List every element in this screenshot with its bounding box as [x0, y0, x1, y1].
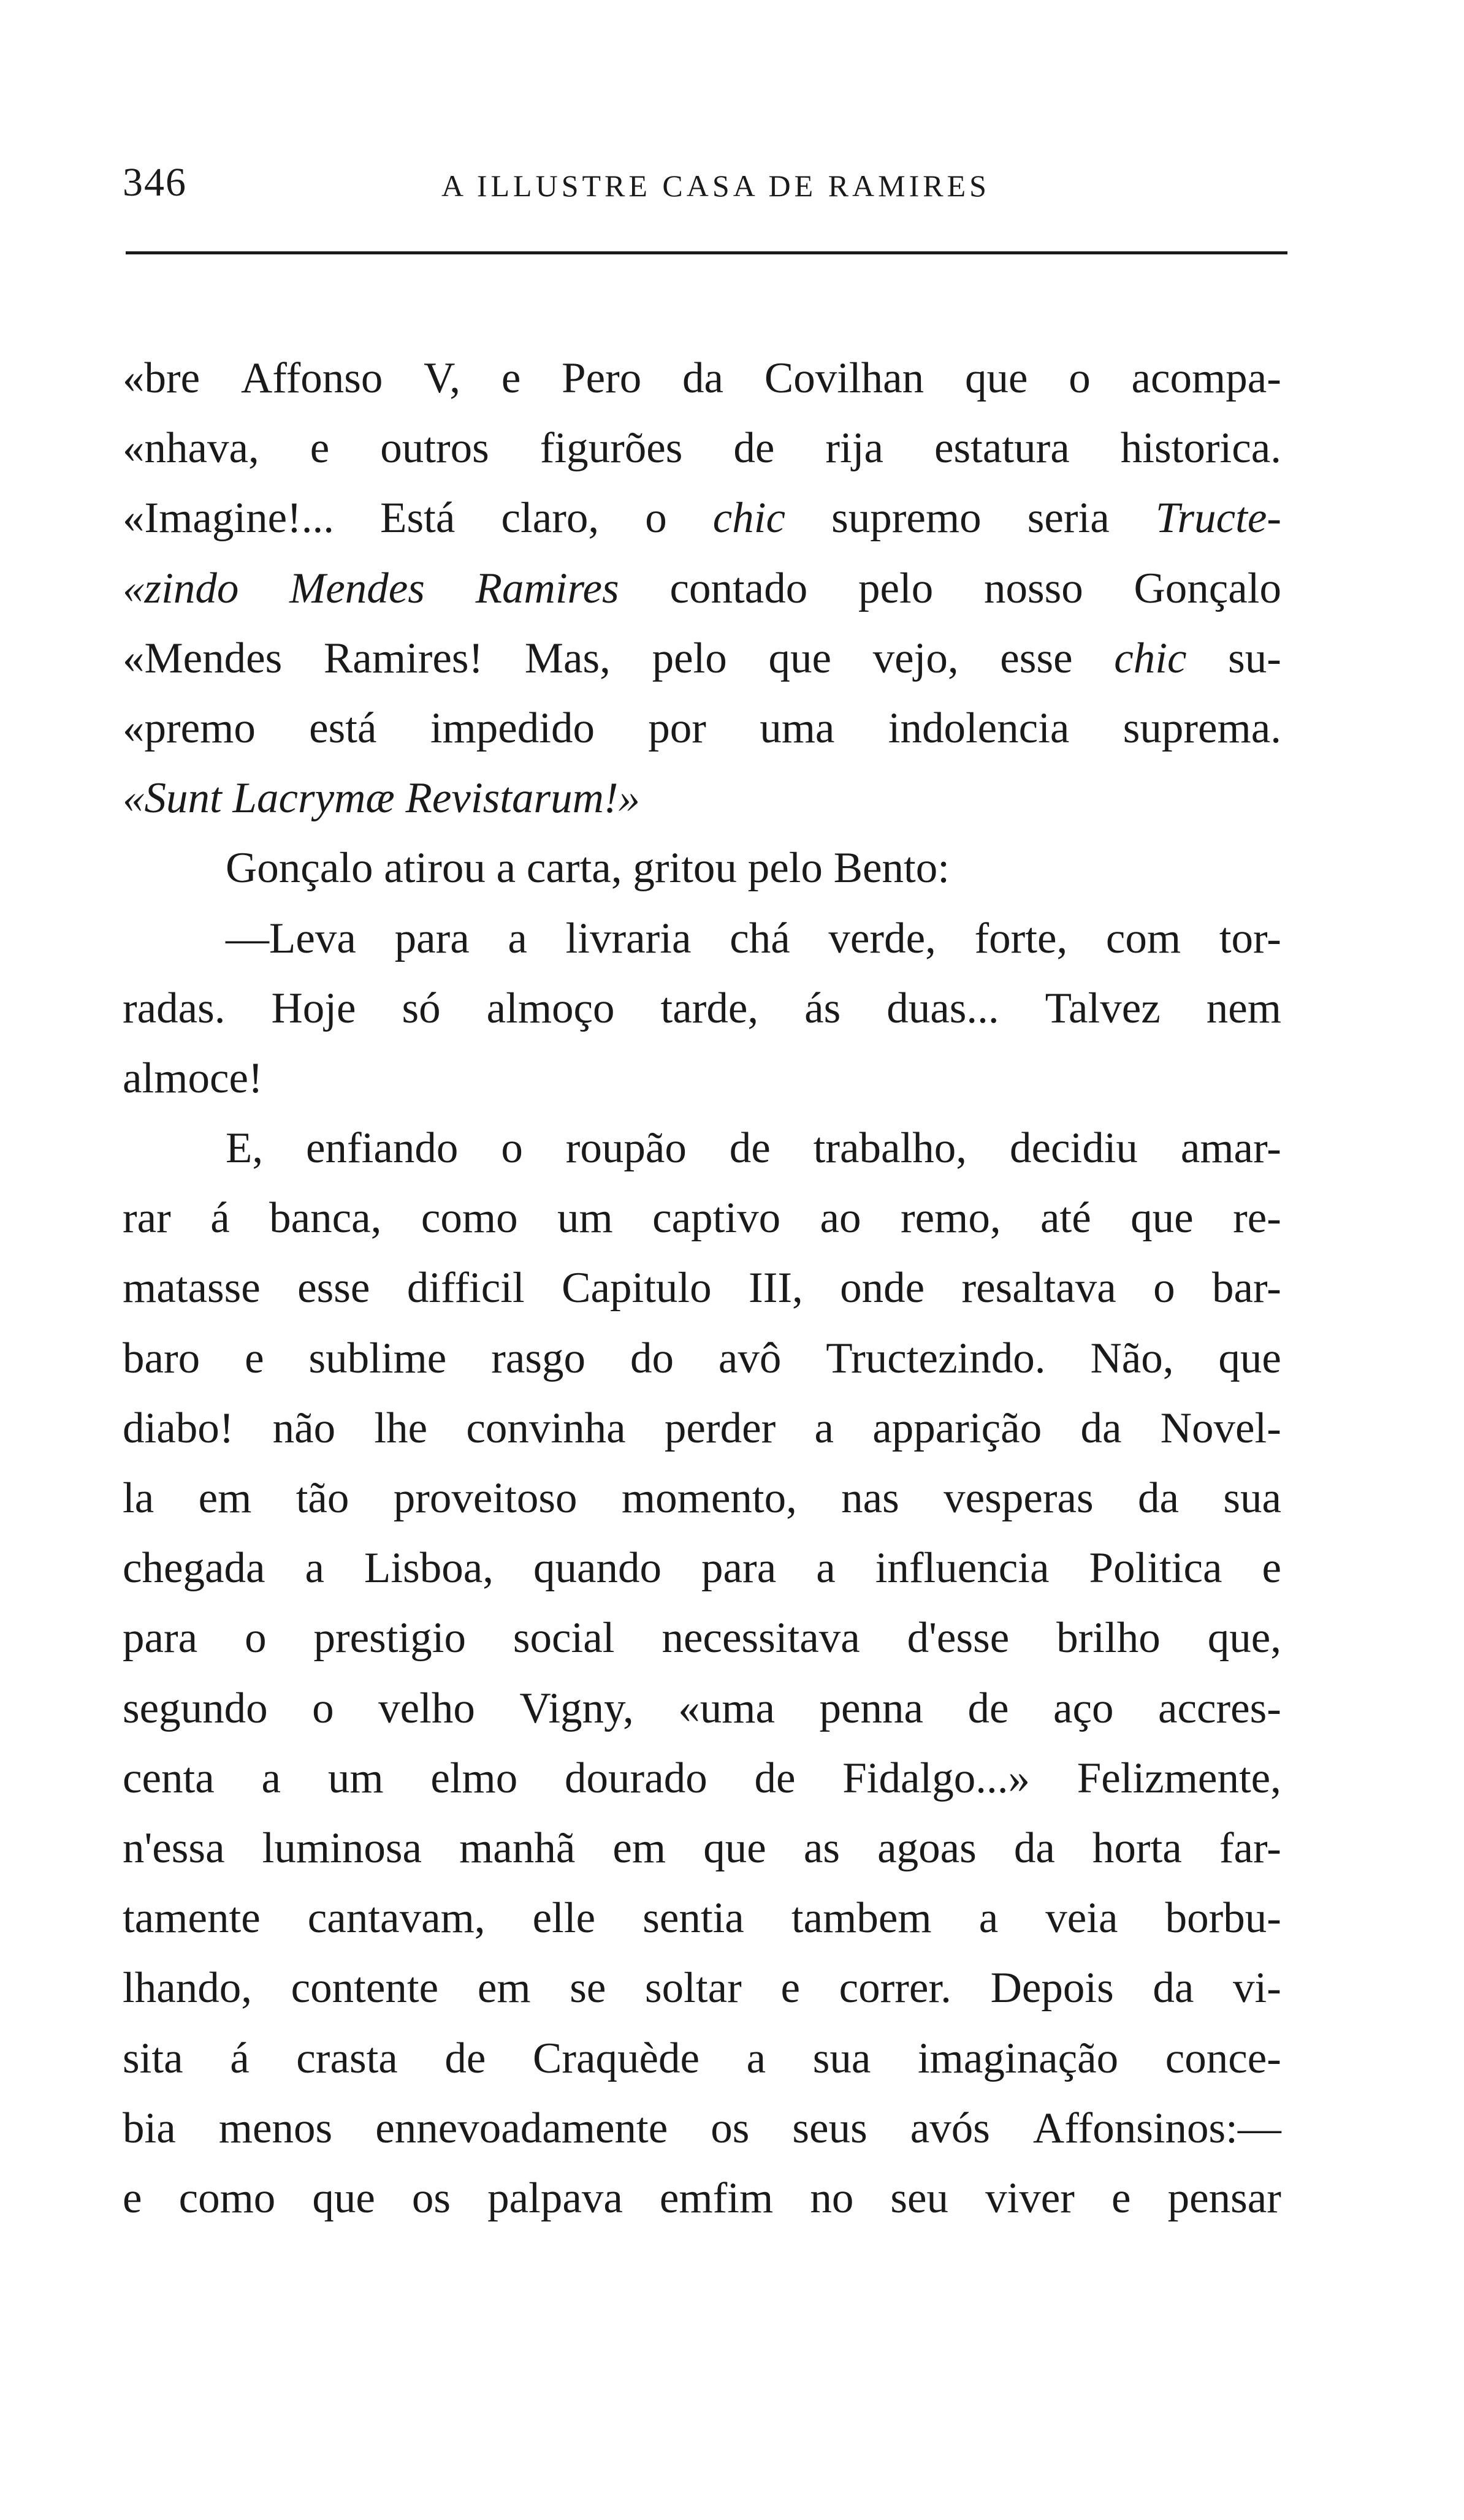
text-line: [123, 554, 1281, 623]
word: social: [513, 1614, 615, 1662]
word: do: [630, 1334, 674, 1382]
word: o: [1153, 1264, 1175, 1312]
word: cantavam,: [307, 1894, 486, 1943]
word: sentia: [642, 1894, 744, 1943]
text-line: [123, 413, 1281, 483]
word: radas.: [123, 984, 226, 1032]
word: III,: [749, 1264, 803, 1312]
word: elle: [532, 1894, 596, 1943]
text-line: [123, 1183, 1281, 1253]
word: far-: [1219, 1824, 1281, 1872]
word: contente: [291, 1964, 439, 2012]
word: «Imagine!...: [123, 494, 335, 542]
word: tarde,: [660, 984, 759, 1032]
word: Vigny,: [519, 1684, 634, 1732]
text-line: [123, 1393, 1281, 1463]
word: de: [733, 424, 775, 473]
word: as: [803, 1824, 840, 1872]
word: nosso: [983, 564, 1083, 612]
word: ennevoadamente: [375, 2104, 668, 2152]
word: momento,: [621, 1474, 797, 1522]
word: rasgo: [491, 1334, 586, 1382]
word: para: [123, 1614, 198, 1662]
text-line: [123, 1043, 1281, 1113]
word: rija: [825, 424, 884, 473]
word: tambem: [791, 1894, 932, 1943]
word: que,: [1207, 1614, 1281, 1662]
word: chegada: [123, 1544, 265, 1593]
word: diabo!: [123, 1404, 234, 1452]
text-line: [123, 623, 1281, 693]
word: da: [1137, 1474, 1179, 1522]
word: la: [123, 1474, 154, 1522]
word: e: [1262, 1544, 1281, 1593]
word: indolencia: [888, 704, 1070, 752]
word: centa: [123, 1754, 215, 1802]
text-line: [123, 1743, 1281, 1813]
word: lhando,: [123, 1964, 252, 2012]
text-line: [123, 693, 1281, 763]
word: um: [327, 1754, 384, 1802]
word: Revistarum!»: [405, 774, 641, 823]
word: su-: [1228, 634, 1281, 682]
word: e: [123, 2174, 142, 2222]
word: e: [245, 1334, 264, 1382]
word: borbu-: [1165, 1894, 1281, 1943]
word: difficil: [406, 1264, 525, 1312]
word: de: [967, 1684, 1009, 1732]
word: da: [1013, 1824, 1055, 1872]
word: carta,: [526, 844, 633, 893]
word: os: [411, 2174, 451, 2222]
word: V,: [424, 354, 461, 402]
word: figurões: [539, 424, 683, 473]
word: tor-: [1219, 914, 1281, 962]
text-line: [123, 1113, 1281, 1183]
word: Lisboa,: [364, 1544, 494, 1593]
word: avós: [910, 2104, 990, 2152]
text-line: [123, 2093, 1281, 2163]
word: crasta: [296, 2034, 398, 2082]
word: sua: [1223, 1474, 1281, 1522]
word: tamente: [123, 1894, 261, 1943]
text-line: [123, 1603, 1281, 1673]
word: acompa-: [1131, 354, 1281, 402]
text-line: [123, 1533, 1281, 1603]
word: que: [964, 354, 1028, 402]
word: como: [178, 2174, 276, 2222]
word: «bre: [123, 354, 200, 402]
word: o: [645, 494, 667, 542]
word: Não,: [1090, 1334, 1174, 1382]
word: o: [245, 1614, 267, 1662]
word: quando: [533, 1544, 662, 1593]
word: Tructezindo.: [826, 1334, 1046, 1382]
word: sublime: [308, 1334, 447, 1382]
word: que: [768, 634, 831, 682]
word: banca,: [269, 1194, 382, 1243]
text-line: [123, 483, 1281, 553]
word: «uma: [678, 1684, 775, 1732]
word: a: [746, 2034, 766, 2082]
word: correr.: [839, 1964, 951, 2012]
word: veia: [1045, 1894, 1118, 1943]
text-line: [123, 1813, 1281, 1883]
word: livraria: [565, 914, 692, 962]
word: proveitoso: [393, 1474, 578, 1522]
word: duas...: [886, 984, 999, 1032]
word: e: [780, 1964, 800, 2012]
text-line: [123, 343, 1281, 413]
word: n'essa: [123, 1824, 225, 1872]
word: outros: [380, 424, 489, 473]
word: em: [612, 1824, 666, 1872]
word: Depois: [990, 1964, 1114, 2012]
word: Gonçalo: [226, 844, 384, 893]
word: para: [701, 1544, 777, 1593]
word: contado: [669, 564, 808, 612]
word: rar: [123, 1194, 171, 1243]
word: a: [978, 1894, 999, 1943]
word: a: [305, 1544, 325, 1593]
word: convinha: [466, 1404, 626, 1452]
word: Mas,: [524, 634, 611, 682]
word: accres-: [1157, 1684, 1281, 1732]
word: vi-: [1233, 1964, 1281, 2012]
word: supremo: [831, 494, 982, 542]
word: de: [754, 1754, 796, 1802]
word: ás: [804, 984, 841, 1032]
word: sita: [123, 2034, 183, 2082]
word: Affonsinos:—: [1032, 2104, 1281, 2152]
word: Affonso: [240, 354, 383, 402]
word: Ramires!: [323, 634, 484, 682]
word: Hoje: [271, 984, 356, 1032]
word: manhã: [459, 1824, 576, 1872]
word: soltar: [645, 1964, 742, 2012]
word: prestigio: [313, 1614, 466, 1662]
word: Fidalgo...»: [842, 1754, 1030, 1802]
word: onde: [840, 1264, 925, 1312]
word: Covilhan: [764, 354, 925, 402]
word: —Leva: [226, 914, 356, 962]
word: que: [312, 2174, 375, 2222]
word: vesperas: [944, 1474, 1094, 1522]
word: bar-: [1212, 1264, 1281, 1312]
word: claro,: [501, 494, 600, 542]
word: palpava: [487, 2174, 623, 2222]
word: luminosa: [262, 1824, 422, 1872]
word: brilho: [1056, 1614, 1161, 1662]
word: «premo: [123, 704, 256, 752]
word: que: [1218, 1334, 1281, 1382]
word: segundo: [123, 1684, 268, 1732]
word: nas: [841, 1474, 899, 1522]
text-line: [123, 1953, 1281, 2023]
word: Gonçalo: [1134, 564, 1281, 612]
word: Craquède: [533, 2034, 700, 2082]
word: amar-: [1180, 1124, 1281, 1173]
word: baro: [123, 1334, 200, 1382]
word: ao: [820, 1194, 861, 1243]
word: «zindo: [123, 564, 239, 612]
word: o: [312, 1684, 334, 1732]
word: lhe: [374, 1404, 428, 1452]
word: re-: [1233, 1194, 1281, 1243]
word: atirou: [384, 844, 497, 893]
word: chá: [730, 914, 790, 962]
word: almoce!: [123, 1054, 263, 1102]
word: Lacrymæ: [232, 774, 406, 823]
text-line: [123, 1463, 1281, 1533]
word: estatura: [934, 424, 1070, 473]
word: Politica: [1089, 1544, 1222, 1593]
word: a: [496, 844, 527, 893]
word: que: [1130, 1194, 1194, 1243]
word: que: [703, 1824, 766, 1872]
word: chic: [1114, 634, 1187, 682]
header-rule: [126, 251, 1287, 254]
word: velho: [378, 1684, 475, 1732]
word: está: [309, 704, 377, 752]
word: emfim: [659, 2174, 774, 2222]
word: até: [1040, 1194, 1091, 1243]
word: a: [261, 1754, 281, 1802]
word: sua: [812, 2034, 871, 2082]
word: um: [557, 1194, 613, 1243]
running-title: A ILLUSTRE CASA DE RAMIRES: [441, 169, 990, 203]
text-line: [123, 904, 1281, 973]
word: a: [814, 1404, 834, 1452]
word: Está: [380, 494, 456, 542]
word: almoço: [486, 984, 615, 1032]
word: conce-: [1165, 2034, 1281, 2082]
word: d'esse: [907, 1614, 1010, 1662]
word: Mendes: [289, 564, 425, 612]
word: em: [477, 1964, 531, 2012]
word: trabalho,: [813, 1124, 967, 1173]
word: resaltava: [961, 1264, 1116, 1312]
word: o: [1069, 354, 1091, 402]
text-line: [123, 2023, 1281, 2093]
word: Novel-: [1160, 1404, 1281, 1452]
word: Tructe-: [1155, 494, 1281, 542]
word: remo,: [900, 1194, 1001, 1243]
word: horta: [1092, 1824, 1182, 1872]
word: perder: [664, 1404, 776, 1452]
word: nem: [1206, 984, 1281, 1032]
word: e: [1111, 2174, 1131, 2222]
page-header: [123, 153, 1287, 221]
body-text: [123, 343, 1281, 2233]
word: uma: [760, 704, 835, 752]
word: imaginação: [917, 2034, 1119, 2082]
word: da: [1153, 1964, 1194, 2012]
word: esse: [1000, 634, 1073, 682]
word: pensar: [1167, 2174, 1281, 2222]
word: e: [501, 354, 521, 402]
word: elmo: [430, 1754, 518, 1802]
word: pelo: [747, 844, 834, 893]
word: forte,: [974, 914, 1068, 962]
word: de: [729, 1124, 771, 1173]
word: com: [1105, 914, 1181, 962]
word: se: [570, 1964, 606, 2012]
word: Felizmente,: [1077, 1754, 1281, 1802]
word: e: [310, 424, 330, 473]
word: pelo: [652, 634, 727, 682]
text-line: [123, 1253, 1281, 1323]
word: Talvez: [1045, 984, 1161, 1032]
word: verde,: [828, 914, 936, 962]
text-line: [123, 973, 1281, 1043]
word: necessitava: [661, 1614, 860, 1662]
word: á: [210, 1194, 230, 1243]
word: como: [421, 1194, 518, 1243]
word: «Mendes: [123, 634, 283, 682]
word: apparição: [872, 1404, 1042, 1452]
word: seus: [792, 2104, 867, 2152]
word: roupão: [565, 1124, 687, 1173]
word: Ramires: [475, 564, 619, 612]
text-line: [123, 1883, 1281, 1953]
word: avô: [718, 1334, 782, 1382]
word: Pero: [562, 354, 642, 402]
word: captivo: [652, 1194, 781, 1243]
word: Bento:: [833, 844, 950, 893]
word: «nhava,: [123, 424, 259, 473]
word: seria: [1027, 494, 1110, 542]
word: em: [198, 1474, 252, 1522]
word: a: [508, 914, 527, 962]
text-line: [123, 833, 1281, 903]
word: dourado: [565, 1754, 707, 1802]
word: matasse: [123, 1264, 261, 1312]
word: á: [230, 2034, 250, 2082]
page-number: 346: [123, 160, 187, 205]
word: suprema.: [1123, 704, 1281, 752]
word: no: [810, 2174, 854, 2222]
word: enfiando: [306, 1124, 459, 1173]
word: da: [682, 354, 724, 402]
word: gritou: [633, 844, 748, 893]
word: penna: [819, 1684, 923, 1732]
word: não: [272, 1404, 336, 1452]
word: seu: [890, 2174, 949, 2222]
word: influencia: [875, 1544, 1050, 1593]
word: da: [1080, 1404, 1122, 1452]
word: viver: [985, 2174, 1075, 2222]
text-line: [123, 1673, 1281, 1743]
word: por: [648, 704, 706, 752]
word: historica.: [1120, 424, 1281, 473]
word: esse: [297, 1264, 370, 1312]
word: a: [816, 1544, 836, 1593]
word: só: [402, 984, 441, 1032]
word: tão: [295, 1474, 349, 1522]
word: pelo: [858, 564, 934, 612]
word: de: [444, 2034, 486, 2082]
word: menos: [218, 2104, 333, 2152]
word: os: [711, 2104, 750, 2152]
word: impedido: [430, 704, 595, 752]
word: aço: [1053, 1684, 1114, 1732]
word: para: [394, 914, 470, 962]
word: decidiu: [1009, 1124, 1138, 1173]
word: bia: [123, 2104, 176, 2152]
word: chic: [712, 494, 786, 542]
text-line: [123, 763, 1281, 833]
word: o: [501, 1124, 523, 1173]
text-line: [123, 2163, 1281, 2233]
text-line: [123, 1323, 1281, 1393]
word: E,: [226, 1124, 264, 1173]
word: vejo,: [872, 634, 959, 682]
word: agoas: [877, 1824, 977, 1872]
word: Capitulo: [562, 1264, 712, 1312]
word: «Sunt: [123, 774, 233, 823]
